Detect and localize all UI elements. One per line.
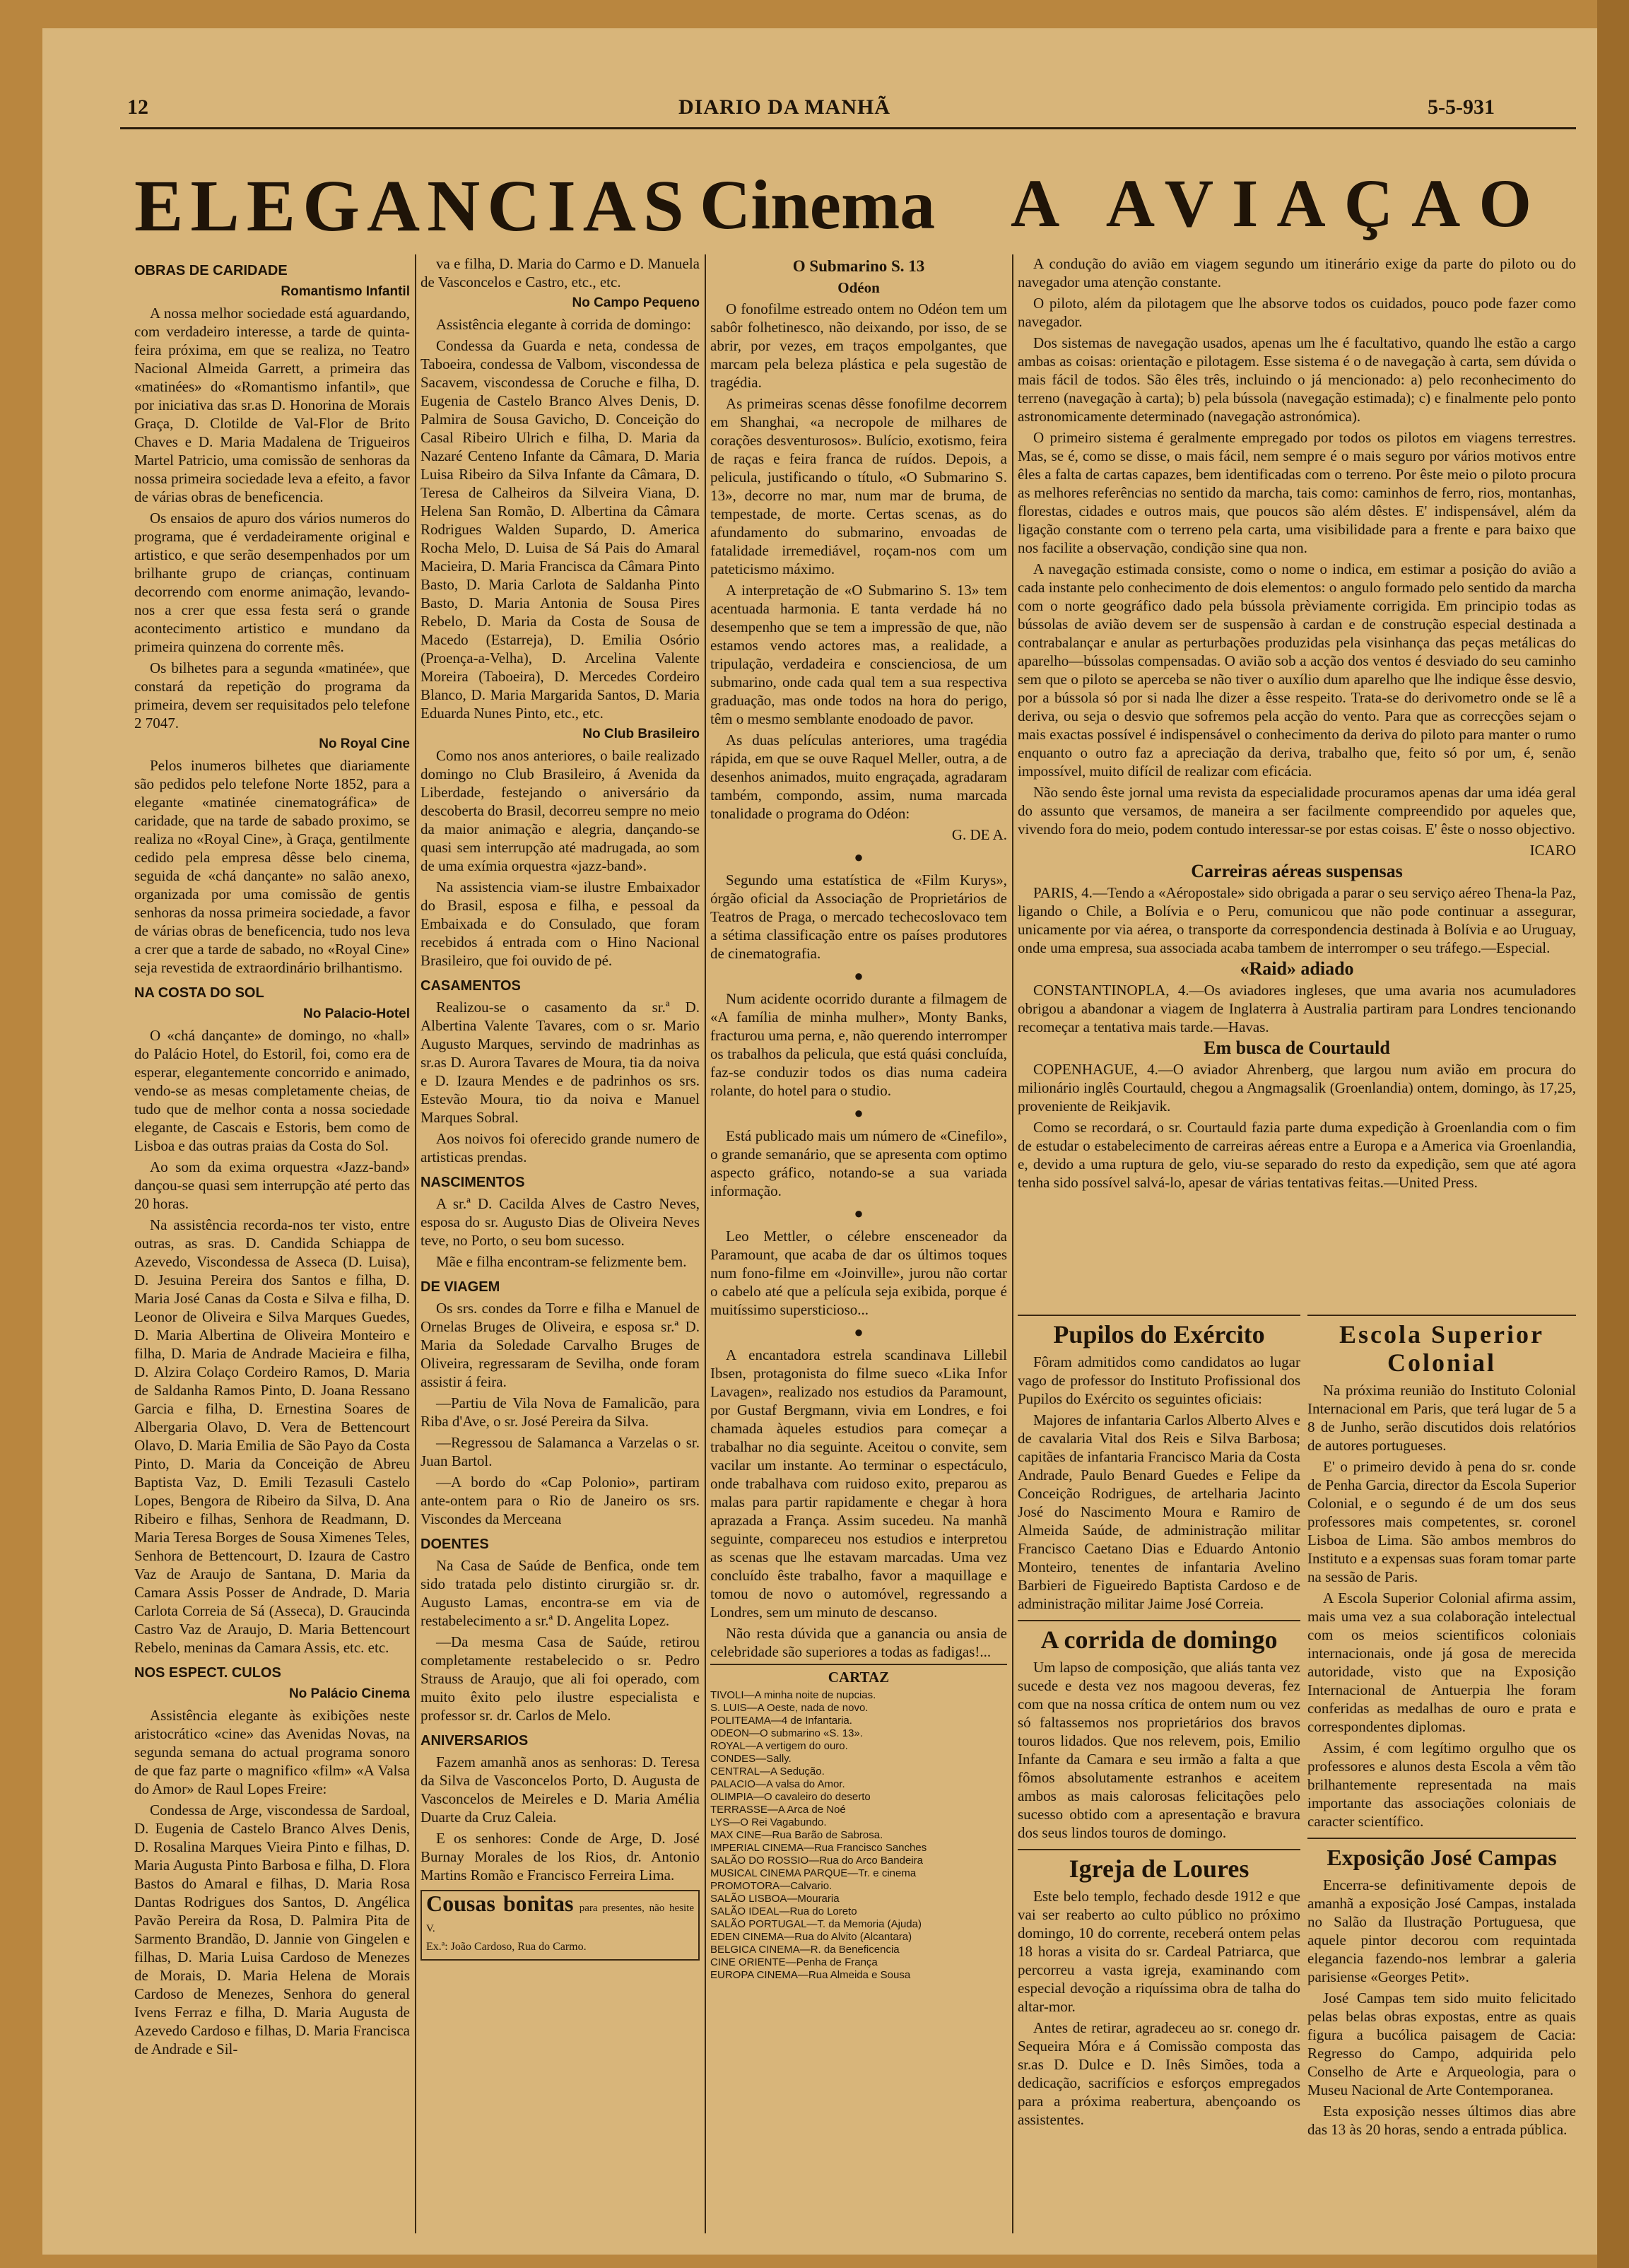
cartaz-entry: CINE ORIENTE—Penha de França [710, 1956, 878, 1968]
article-title: Escola Superior [1307, 1315, 1576, 1349]
cartaz-entry: S. LUIS—A Oeste, nada de novo. [710, 1702, 869, 1714]
article-title: Carreiras aéreas suspensas [1191, 861, 1403, 881]
cartaz-entry: OLIMPIA—O cavaleiro do deserto [710, 1791, 871, 1803]
column-elegancias-2 [421, 254, 700, 2255]
paragraph: As duas películas anteriores, uma tragédia rápida, em que se ouve Raquel Meller, outra, a de desenhos animados, muito engraçada, agradaram também, compondo, assim, numa marcada tonalidade o programa do Odéon: [710, 731, 1007, 822]
section-subheading: No Palácio Cinema [288, 1686, 410, 1701]
paragraph: Ao som da exima orquestra «Jazz-band» dançou-se quasi sem interrupção até perto das 20 horas. [134, 1158, 410, 1212]
paragraph: va e filha, D. Maria do Carmo e D. Manuela de Vasconcelos e Castro, etc., etc. [421, 255, 700, 290]
headline-aviacao: A AVIAÇAO [1011, 165, 1551, 241]
cartaz-entry: SALÃO IDEAL—Rua do Loreto [710, 1905, 857, 1917]
separator-dot: ● [854, 1104, 864, 1122]
paragraph: A encantadora estrela scandinava Lillebil Ibsen, protagonista do filme sueco «Lika Infor Lavagen», realizado nos estudios da Paramount, por Gustaf Bergmann, vivia em Londres, e foi chamada àqueles estudios para começar a trabalhar no dia seguinte. Aceitou o convite, sem vacilar um instante. Ao terminar o espectáculo, onde trabalhava com ruidoso exito, preparou as malas para partir rapidamente e chegar à hora aprazada a França. Assim sucedeu. Na manhã seguinte, compareceu nos estudios e interpretou as scenas que lhe estavam marcadas. Uma vez concluído êste trabalho, favor a maquillage e tomou de novo o automóvel, regressando a Londres, sem um minuto de descanso. [710, 1346, 1007, 1621]
paragraph: O piloto, além da pilotagem que lhe absorve todos os cuidados, pouco pode fazer como navegador. [1018, 295, 1576, 330]
section-heading: NA COSTA DO SOL [134, 985, 264, 1001]
paragraph: Na assistencia viam-se ilustre Embaixador do Brasil, esposa e filha, e pessoal da Embaixada e do Consulado, que foram recebidos á entrada com o Hino Nacional Brasileiro, que foi ouvido de pé. [421, 879, 700, 969]
article-title: «Raid» adiado [1240, 958, 1354, 979]
paragraph: Condessa de Arge, viscondessa de Sardoal, D. Eugenia de Castelo Branco Alves Denis, D. Rosalina Marques Vieira Pinto e filhas, D. Maria Augusta Pinto Barbosa e filha, D. Flora Bastos do Amaral e filhas, D. Maria Rosa Dantas Rodrigues dos Santos, D. Angélica Pavão Pereira da Rosa, D. Palmira Pita de Sarmento Brandão, D. Jannie von Gingelen e filhas, D. Maria Luisa Cardoso de Menezes de Morais, D. Maria Helena de Morais Cardoso de Menezes, Senhora do general Ivens Ferraz e filha, D. Maria Augusta de Azevedo Cardoso e filhas, D. Maria Francisca de Andrade e Sil- [134, 1802, 410, 2057]
paragraph: Um lapso de composição, que aliás tanta vez sucede e desta vez nos magoou deveras, fez com que na nossa crítica de ontem num ou vez só faltassemos nos proprietários dos bravos touros lidados. Que nos relevem, pois, Emilio Infante da Camara e seu irmão a falta a que fômos absolutamente estranhos e aceitem ambos as mais calorosas felicitações pelo sucesso obtido com a apresentação e bravura dos seus lindos touros de domingo. [1018, 1659, 1300, 1841]
paragraph: Está publicado mais um número de «Cinefilo», o grande semanário, que se apresenta com optimo aspecto gráfico, notando-se a sua variada informação. [710, 1127, 1007, 1199]
signature: G. DE A. [951, 826, 1007, 843]
headline-elegancias: ELEGANCIAS [134, 165, 691, 247]
advert-side-note: para presentes, não hesite V. [426, 1903, 694, 1934]
paragraph: O fonofilme estreado ontem no Odéon tem um sabôr folhetinesco, não deixando, por isso, de se abrir, por vezes, em traços empolgantes, que marcam pela beleza plástica e pela sugestão de tragédia. [710, 300, 1007, 391]
paragraph: Assistência elegante à corrida de domingo: [436, 316, 691, 333]
article-title: Pupilos do Exército [1018, 1315, 1300, 1349]
cartaz-entry: PALACIO—A valsa do Amor. [710, 1778, 845, 1790]
paragraph: —Regressou de Salamanca a Varzelas o sr. Juan Bartol. [421, 1434, 700, 1469]
paragraph: Fôram admitidos como candidatos ao lugar vago de professor do Instituto Profissional dos Pupilos do Exército os seguintes oficiais: [1018, 1353, 1300, 1407]
section-heading: DE VIAGEM [421, 1279, 500, 1295]
column-rule [1012, 254, 1013, 2233]
paragraph: A Escola Superior Colonial afirma assim, mais uma vez a sua colaboração intelectual com os meios scientificos coloniais internacionais, onde já gosa de merecida autoridade, visto que na Exposição Internacional de Antuerpia lhe foram conferidas as medalhas de ouro e prata e correspondentes diplomas. [1307, 1590, 1576, 1735]
newspaper-name: DIARIO DA MANHÃ [678, 95, 890, 119]
paragraph: Pelos inumeros bilhetes que diariamente são pedidos pelo telefone Norte 1852, para a elegante «matinée cinematográfica» de caridade, que na tarde de sabado proximo, se realiza no «Royal Cine», à Graça, gentilmente cedido pela empresa dêsse belo cinema, seguida de «chá dançante» no salão anexo, organizada por uma comissão de gentis senhoras da nossa primeira sociedade, a favor de várias obras de beneficencia, tudo nos leva a crer que a tarde de sabado, no «Royal Cine» seja revestida de extraordinário brilhantismo. [134, 757, 410, 976]
masthead [42, 95, 1597, 138]
column-cinema [710, 254, 1007, 2255]
paragraph: Como nos anos anteriores, o baile realizado domingo no Club Brasileiro, á Avenida da Liberdade, festejando o aniversário da descoberta do Brasil, decorreu sempre no meio da maior animação e alegria, dançando-se quasi sem interrupção até madrugada, ao som de uma exímia orquestra «jazz-band». [421, 747, 700, 874]
signature: ICARO [1529, 842, 1576, 859]
cartaz-heading: CARTAZ [710, 1664, 1007, 1686]
cartaz-list [710, 1689, 1007, 1982]
section-heading: DOENTES [421, 1537, 489, 1552]
paragraph: CONSTANTINOPLA, 4.—Os aviadores ingleses, que uma avaria nos acumuladores obrigou a abandonar a viagem de Inglaterra à Australia partiram para Londres tencionando recomeçar a tentativa mais tarde.—Havas. [1018, 982, 1576, 1035]
cartaz-entry: ROYAL—A vertigem do ouro. [710, 1740, 848, 1752]
column-rule [705, 254, 706, 2233]
paragraph: O «chá dançante» de domingo, no «hall» do Palácio Hotel, do Estoril, foi, como era de esperar, elegantemente concorrido e animado, vendo-se as mesas completamente cheias, de tudo que de melhor conta a nossa sociedade elegante, de Cascais e Estoris, bem como de Lisboa e das outras praias da Costa do Sol. [134, 1027, 410, 1154]
paragraph: —A bordo do «Cap Polonio», partiram ante-ontem para o Rio de Janeiro os srs. Viscondes da Merceana [421, 1474, 700, 1527]
column-aviacao [1018, 254, 1576, 1300]
cartaz-entry: CENTRAL—A Sedução. [710, 1765, 825, 1778]
cartaz-entry: PROMOTORA—Calvario. [710, 1880, 833, 1892]
cartaz-entry: BELGICA CINEMA—R. da Beneficencia [710, 1944, 900, 1956]
advert-line: Ex.ª: João Cardoso, Rua do Carmo. [426, 1941, 587, 1953]
paragraph: Num acidente ocorrido durante a filmagem de «A família de minha mulher», Monty Banks, fracturou uma perna, e, não querendo interromper os trabalhos da pelicula, que está quási concluída, faz-se conduzir todos os dias numa cadeira rolante, do hotel para o studio. [710, 990, 1007, 1099]
cartaz-entry: IMPERIAL CINEMA—Rua Francisco Sanches [710, 1842, 927, 1854]
paragraph: —Da mesma Casa de Saúde, retirou completamente restabelecido o sr. Pedro Strauss de Araujo, que ali foi operado, com muito êxito pelo ilustre especialista e professor sr. dr. Carlos de Melo. [421, 1633, 700, 1724]
paragraph: O primeiro sistema é geralmente empregado por todos os pilotos em viagens terrestres. Mas, se é, como se disse, o mais fácil, nem sempre é o mais seguro por vários motivos entre êles a falta de cartas capazes, bem identificadas com o terreno. Por êste meio o piloto procura as melhores referências no sentido da marcha, tais como: caminhos de ferro, rios, montanhas, florestas, cidades e outros mais, que poucos são além dêstes. E' indispensável, além da ligação constante com o terreno pela carta, uma visibilidade para a frente e para baixo que nos facilite a observação, condição sine qua non. [1018, 429, 1576, 556]
paragraph: A navegação estimada consiste, como o nome o indica, em estimar a posição do avião a cada instante pelo conhecimento de dois elementos: o angulo formado pelo sentido da marcha com o norte geográfico dado pela bússola prèviamente corrigida. Em principio todas as bússolas de avião devem ser de suspensão à cardan e de construção especial destinada a contrabalançar e anular as perturbações produzidas pela visinhança das peças metálicas do aparelho—bússolas compensadas. O avião sob a acção dos ventos é desviado do seu caminho sem que o piloto se aperceba se não tiver o auxílio dum aparelho que lhe indique êsse desvio, por a bússola só por si nada lhe dizer a êsse respeito. Trata-se do derivometro onde se lê a deriva, ou seja o desvio que sofremos pela acção do vento. Para que as correcções sejam o mais exactas possível é indispensável o conhecimento da deriva do piloto para manter o rumo enquanto o outro faz a apreciação da deriva, trabalho que, feito só por um, é, senão impossível, muito difícil de realizar com eficácia. [1018, 560, 1576, 780]
cartaz-entry: ODEON—O submarino «S. 13». [710, 1727, 863, 1739]
article-title: Em busca de Courtauld [1204, 1038, 1390, 1058]
separator-dot: ● [854, 1204, 864, 1222]
paragraph: Este belo templo, fechado desde 1912 e que vai ser reaberto ao culto público no próximo domingo, 10 do corrente, receberá ontem pelas 18 horas a visita do sr. Cardeal Patriarca, que percorreu a vasta igreja, examinando com especial devoção a riquíssima obra de talha do altar-mor. [1018, 1888, 1300, 2015]
section-heading: ANIVERSARIOS [421, 1733, 529, 1749]
paragraph: PARIS, 4.—Tendo a «Aéropostale» sido obrigada a parar o seu serviço aéreo Thena-la Paz, ligando o Chile, a Bolívia e o Peru, comunicou que não pode continuar a assegurar, unicamente por via aérea, o transporte da correspondencia destinada à Bolívia e ao Uruguay, onde uma empresa, sua associada acaba tambem de interromper o seu tráfego.—Especial. [1018, 884, 1576, 956]
section-heading: NASCIMENTOS [421, 1175, 525, 1190]
top-rule [120, 127, 1576, 129]
article-title: Colonial [1387, 1349, 1497, 1377]
paragraph: Não resta dúvida que a ganancia ou ansia de celebridade são superiores a todas as fadigas!... [710, 1625, 1007, 1660]
separator-dot: ● [854, 967, 864, 985]
paragraph: Fazem amanhã anos as senhoras: D. Teresa da Silva de Vasconcelos Porto, D. Augusta de Vasconcelos de Meireles e D. Maria Amélia Duarte da Cruz Caleia. [421, 1753, 700, 1826]
page-edge [1597, 0, 1629, 2268]
column-rule [415, 254, 416, 2233]
paragraph: José Campas tem sido muito felicitado pelas belas obras expostas, entre as quais figura a bucólica paisagem de Cacia: Regresso do Campo, adquirida pelo Conselho de Arte e Arqueologia, para o Museu Nacional de Arte Contemporanea. [1307, 1990, 1576, 2098]
section-subheading: No Royal Cine [319, 736, 410, 751]
separator-dot: ● [854, 848, 864, 866]
paragraph: Assim, é com legítimo orgulho que os professores e alunos desta Escola a vêm tão brilhantemente representada na mais importante das associações coloniais de caracter scientífico. [1307, 1739, 1576, 1830]
paragraph: As primeiras scenas dêsse fonofilme decorrem em Shanghai, «a necropole de milhares de corações desventurosos». Bulício, exotismo, feira de raças e feira franca de ruídos. Depois, a pelicula, justificando o título, «O Submarino S. 13», decorre no mar, num mar de bruma, de tempestade, de morte. Certas scenas, as do afundamento do submarino, envoadas de fatalidade irremediável, roçam-nos com um pateticismo máximo. [710, 395, 1007, 577]
section-subheading: No Campo Pequeno [572, 295, 700, 310]
cartaz-entry: MAX CINE—Rua Barão de Sabrosa. [710, 1829, 883, 1841]
cartaz-entry: LYS—O Rei Vagabundo. [710, 1816, 827, 1828]
section-subheading: Romantismo Infantil [281, 284, 410, 299]
paragraph: E os senhores: Conde de Arge, D. José Burnay Morales de los Rios, dr. Antonio Martins Romão e Francisco Ferreira Lima. [421, 1830, 700, 1884]
cartaz-entry: TIVOLI—A minha noite de nupcias. [710, 1689, 876, 1701]
newspaper-page [42, 28, 1597, 2255]
cartaz-entry: MUSICAL CINEMA PARQUE—Tr. e cinema [710, 1867, 917, 1879]
cartaz-entry: TERRASSE—A Arca de Noé [710, 1804, 846, 1816]
cartaz-entry: SALÃO DO ROSSIO—Rua do Arco Bandeira [710, 1855, 923, 1867]
paragraph: Como se recordará, o sr. Courtauld fazia parte duma expedição à Groenlandia com o fim de estudar o estabelecimento de carreiras aéreas entre a Europa e a America via Groenlandia, e, devido a uma ruptura de gelo, viu-se separado do resto da expedição, sem que até agora tenha sido possível salvá-lo, apesar de várias tentativas feitas.—United Press. [1018, 1119, 1576, 1191]
paragraph: Condessa da Guarda e neta, condessa de Taboeira, condessa de Valbom, viscondessa de Sacavem, viscondessa de Coruche e filha, D. Eugenia de Castelo Branco Alves Denis, D. Palmira de Sousa Gavicho, D. Conceição do Casal Ribeiro Ulrich e filha, D. Maria da Nazaré Centeno Infante da Câmara, D. Maria Luisa Ribeiro da Silva Infante da Câmara, D. Teresa de Calheiros da Silveira Viana, D. Helena San Romão, D. Albertina da Câmara Rodrigues Walden Supardo, D. America Rocha Melo, D. Luisa de Sá Pais do Amaral Macieira, D. Maria Francisca da Câmara Pinto Basto, D. Maria Carlota de Saldanha Pinto Basto, D. Maria Antonia de Sousa Pires Rebelo, D. Maria da Costa de Sousa de Macedo (Estarreja), D. Emilia Osório (Proença-a-Velha), D. Arcelina Valente Moreira (Taboeira), D. Mercedes Cordeiro Blanco, D. Maria Margarida Santos, D. Maria Eduarda Nunes Pinto, etc., etc. [421, 337, 700, 722]
paragraph: Os bilhetes para a segunda «matinée», que constará da repetição do programa da primeira, devem ser requisitados pelo telefone 2 7047. [134, 659, 410, 731]
cartaz-entry: EDEN CINEMA—Rua do Alvito (Alcantara) [710, 1931, 912, 1943]
paragraph: A sr.ª D. Cacilda Alves de Castro Neves, esposa do sr. Augusto Dias de Oliveira Neves teve, no Porto, o seu bom sucesso. [421, 1195, 700, 1249]
paragraph: Assistência elegante às exibições neste aristocrático «cine» das Avenidas Novas, na segunda semana do actual programa sonoro de que faz parte o magnifico «film» «A Valsa do Amor» de Raul Lopes Freire: [134, 1707, 410, 1797]
paragraph: Dos sistemas de navegação usados, apenas um lhe é facultativo, quando lhe estão a cargo ambas as coisas: orientação e pilotagem. Esse sistema é o de navegação à carta, sem dúvida o mais fácil de todos. São êles três, incluindo o já mencionado: a) pelo reconhecimento do terreno (navegação à carta); b) pela bússola (navegação estimada); c) e finalmente pelo ponto astronomicamente determinado (navegação astronómica). [1018, 334, 1576, 425]
paragraph: Segundo uma estatística de «Film Kurys», órgão oficial da Associação de Proprietários de Teatros de Praga, o mercado techecoslovaco tem a sétima classificação entre os países produtores de cinematografia. [710, 871, 1007, 962]
column-pupilos [1018, 1308, 1300, 2255]
paragraph: A condução do avião em viagem segundo um itinerário exige da parte do piloto ou do navegador uma atenção constante. [1018, 255, 1576, 290]
paragraph: E' o primeiro devido à pena do sr. conde de Penha Garcia, director da Escola Superior Colonial, e o segundo é de um dos seus professores mais competentes, sr. coronel Lisboa de Lima. São ambos membros do Instituto e a expensas suas foram tomar parte na sessão de Paris. [1307, 1458, 1576, 1585]
paragraph: Na Casa de Saúde de Benfica, onde tem sido tratada pelo distinto cirurgião sr. dr. Augusto Lamas, encontra-se em via de restabelecimento a sr.ª D. Angelita Lopez. [421, 1557, 700, 1629]
paragraph: Realizou-se o casamento da sr.ª D. Albertina Valente Tavares, com o sr. Mario Augusto Marques, servindo de madrinhas as sr.as D. Aurora Tavares de Moura, tia da noiva e D. Izaura Mendes e de padrinhos os srs. Estevão Moura, tio da noiva e Manuel Marques Sobral. [421, 999, 700, 1126]
issue-date: 5-5-931 [1428, 95, 1495, 119]
advert-cousas-bonitas [421, 1890, 700, 1961]
paragraph: Encerra-se definitivamente depois de amanhã a exposição José Campas, instalada no Salão da Ilustração Portuguesa, que aquele pintor decorou com requintada elegancia fazendo-nos lembrar a galeria parisiense «Georges Petit». [1307, 1876, 1576, 1985]
section-heading: OBRAS DE CARIDADE [134, 263, 288, 278]
headline-cinema: Cinema [700, 165, 936, 244]
section-subheading: No Club Brasileiro [582, 727, 700, 741]
article-title: A corrida de domingo [1018, 1620, 1300, 1654]
cartaz-entry: SALÃO LISBOA—Mouraria [710, 1893, 840, 1905]
paragraph: Antes de retirar, agradeceu ao sr. conego dr. Sequeira Móra e á Comissão composta das sr.as D. Dulce e D. Inês Simões, toda a dedicação, sacrifícios e esforços empregados para a próxima reabertura, abençoando os assistentes. [1018, 2019, 1300, 2128]
paragraph: Na próxima reunião do Instituto Colonial Internacional em Paris, que terá lugar de 5 a 8 de Junho, serão discutidos dois relatórios de autores portugueses. [1307, 1382, 1576, 1454]
paragraph: Leo Mettler, o célebre ensceneador da Paramount, que acaba de dar os últimos toques num fono-filme em «Joinville», jurou não cortar o cabelo até que a película seja exibida, porque é muitíssimo supersticioso... [710, 1228, 1007, 1318]
cartaz-entry: CONDES—Sally. [710, 1753, 792, 1765]
article-title: O Submarino S. 13 [792, 257, 925, 275]
paragraph: Na assistência recorda-nos ter visto, entre outras, as sras. D. Candida Schiappa de Azevedo, Viscondessa de Asseca (D. Luisa), D. Jesuina Pereira dos Santos e filha, D. Maria José Canas da Costa e Silva e filha, D. Leonor de Oliveira e Silva Marques Guedes, D. Maria Albertina de Oliveira Monteiro e filha, D. Maria de Andrade Macieira e filha, D. Alzira Colaço Cordeiro Ramos, D. Maria de Saldanha Ramos Pinto, D. Joana Ressano Garcia e filha, D. Ernestina Soares de Albergaria Olavo, D. Vera de Bettencourt Olavo, D. Maria Emilia de São Payo da Costa Pinto, D. Maria da Conceição de Abreu Baptista Vaz, D. Emili Tezasuli Castelo Lopes, Bengora de Ribeiro da Silva, D. Ana Ribeiro e filhas, Senhora de Readmann, D. Maria Teresa Borges de Sousa Ximenes Teles, Senhora de Bettencourt, D. Izaura de Castro Vaz de Araujo de Santana, D. Maria da Camara Assis Posser de Andrade, D. Maria Carlota Correia de Sá (Asseca), D. Graucinda Castro Vaz de Araujo, D. Maria Bettencourt Rebelo, meninas da Camara Assis, etc. etc. [134, 1216, 410, 1656]
paragraph: A nossa melhor sociedade está aguardando, com verdadeiro interesse, a tarde de quinta-feira próxima, em que se realiza, no Teatro Nacional Almeida Garrett, a primeira das «matinées» do «Romantismo infantil», que por iniciativa das sr.as D. Honorina de Morais Graça, D. Clotilde de Val-Flor de Brito Chaves e D. Maria Madalena de Trigueiros Martel Patricio, uma comissão de senhoras da nossa primeira sociedade leva a efeito, a favor de várias obras de beneficencia. [134, 305, 410, 505]
section-heading: NOS ESPECT. CULOS [134, 1665, 281, 1681]
column-escola-colonial [1307, 1308, 1576, 2255]
article-subtitle: Odéon [837, 279, 880, 296]
advert-title: Cousas bonitas [426, 1891, 574, 1916]
paragraph: Esta exposição nesses últimos dias abre das 13 às 20 horas, sendo a entrada pública. [1307, 2103, 1576, 2138]
paragraph: A interpretação de «O Submarino S. 13» tem acentuada harmonia. E tanta verdade há no desempenho que se tem a impressão de que, não estamos vendo actores mas, a realidade, a tripulação, verdadeira e conscienciosa, de um submarino, onde cada qual tem a sua respectiva graduação, mas onde todos na hora do perigo, têm o mesmo semblante enodoado de pavor. [710, 582, 1007, 727]
cartaz-entry: POLITEAMA—4 de Infantaria. [710, 1715, 852, 1727]
paragraph: —Partiu de Vila Nova de Famalicão, para Riba d'Ave, o sr. José Pereira da Silva. [421, 1394, 700, 1430]
paragraph: Majores de infantaria Carlos Alberto Alves e de cavalaria Vital dos Reis e Silva Barbosa; capitães de infantaria Francisco Maria da Costa Andrade, Paulo Benard Guedes e Felipe da Conceição Rodrigues, de artelharia Jacinto José do Nascimento Moura e Ramiro de Almeida Saúde, de administração militar Francisco Caetano Dias e Eduardo Antonio Monteiro, tenentes de infantaria Avelino Barbieri de Figueiredo Baptista Cardoso e de administração militar Jaime José Correia. [1018, 1411, 1300, 1612]
cartaz-entry: SALÃO PORTUGAL—T. da Memoria (Ajuda) [710, 1918, 922, 1930]
cartaz-entry: EUROPA CINEMA—Rua Almeida e Sousa [710, 1969, 911, 1981]
paragraph: Os ensaios de apuro dos vários numeros do programa, que é verdadeiramente original e artistico, e que serão desempenhados por um brilhante grupo de crianças, continuam decorrendo com enorme animação, levando-nos a crer que essa festa será o grande acontecimento artistico e mundano da primeira quinzena do corrente mês. [134, 510, 410, 655]
article-title: Exposição José Campas [1307, 1838, 1576, 1872]
article-title: Igreja de Loures [1018, 1849, 1300, 1883]
paragraph: Não sendo êste jornal uma revista da especialidade procuramos apenas dar uma idéa geral do assunto que versamos, de maneira a ser facilmente compreendido por aqueles que, vivendo fora do meio, podem contudo interessar-se por estas coisas. E' êste o nosso objectivo. [1018, 784, 1576, 838]
paragraph: COPENHAGUE, 4.—O aviador Ahrenberg, que largou num avião em procura do milionário inglês Courtauld, chegou a Angmagsalik (Groenlandia) ontem, domingo, às 17,25, proveniente de Reikjavik. [1018, 1061, 1576, 1115]
column-elegancias-1 [134, 254, 410, 2255]
page-number: 12 [127, 95, 148, 119]
separator-dot: ● [854, 1323, 864, 1341]
section-heading: CASAMENTOS [421, 978, 521, 994]
paragraph: Aos noivos foi oferecido grande numero de artisticas prendas. [421, 1130, 700, 1165]
section-subheading: No Palacio-Hotel [303, 1006, 410, 1021]
paragraph: Os srs. condes da Torre e filha e Manuel de Ornelas Bruges de Oliveira, e esposa sr.ª D. Maria da Soledade Carvalho Bruges de Oliveira, regressaram de Sevilha, onde foram assistir á feira. [421, 1300, 700, 1390]
paragraph: Mãe e filha encontram-se felizmente bem. [436, 1253, 687, 1270]
